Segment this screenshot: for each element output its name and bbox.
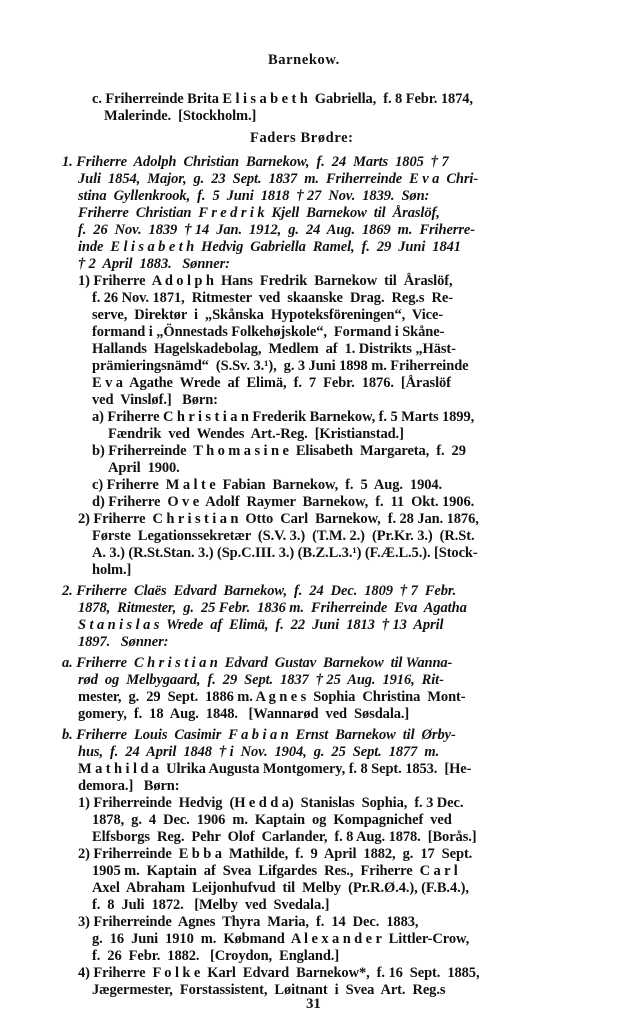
text-line: Malerinde. [Stockholm.] <box>104 108 257 124</box>
text-line: 2) Friherreinde E b b a Mathilde, f. 9 April 1882, g. 17 Sept. <box>78 846 473 862</box>
text-line: f. 26 Nov. 1839 † 14 Jan. 1912, g. 24 Aug. 1869 m. Friherre- <box>78 222 475 238</box>
text-line: f. 26 Febr. 1882. [Croydon, England.] <box>92 948 340 964</box>
text-line: b. Friherre Louis Casimir F a b i a n Ernst Barnekow til Ørby- <box>62 727 456 743</box>
text-line: formand i „Önnestads Folkehøjskole“, Formand i Skåne- <box>92 324 445 340</box>
text-line: f. 26 Nov. 1871, Ritmester ved skaanske Drag. Reg.s Re- <box>92 290 453 306</box>
text-line: b) Friherreinde T h o m a s i n e Elisabeth Margareta, f. 29 <box>92 443 466 459</box>
text-line: serve, Direktør i „Skånska Hypoteksföreningen“, Vice- <box>92 307 444 323</box>
text-line: M a t h i l d a Ulrika Augusta Montgomery, f. 8 Sept. 1853. [He- <box>78 761 472 777</box>
text-line: A. 3.) (R.St.Stan. 3.) (Sp.C.III. 3.) (B.Z.L.3.¹) (F.Æ.L.5.). [Stock- <box>92 545 478 561</box>
text-line: g. 16 Juni 1910 m. Købmand A l e x a n d e r Littler-Crow, <box>92 931 470 947</box>
text-line: Hallands Hagelskadebolag, Medlem af 1. Distrikts „Häst- <box>92 341 456 357</box>
text-line: † 2 April 1883. Sønner: <box>78 256 230 272</box>
text-line: rød og Melbygaard, f. 29 Sept. 1837 † 25 Aug. 1916, Rit- <box>78 672 444 688</box>
text-line: c) Friherre M a l t e Fabian Barnekow, f. 5 Aug. 1904. <box>92 477 443 493</box>
text-line: holm.] <box>92 562 132 578</box>
text-line: 1. Friherre Adolph Christian Barnekow, f. 24 Marts 1805 † 7 <box>62 154 449 170</box>
text-line: Juli 1854, Major, g. 23 Sept. 1837 m. Friherreinde E v a Chri- <box>78 171 479 187</box>
text-line: S t a n i s l a s Wrede af Elimä, f. 22 Juni 1813 † 13 April <box>78 617 444 633</box>
text-line: ved Vinsløf.] Børn: <box>92 392 218 408</box>
text-line: 1) Friherreinde Hedvig (H e d d a) Stanislas Sophia, f. 3 Dec. <box>78 795 464 811</box>
text-line: 1878, Ritmester, g. 25 Febr. 1836 m. Friherreinde Eva Agatha <box>78 600 467 616</box>
text-line: gomery, f. 18 Aug. 1848. [Wannarød ved Søsdala.] <box>78 706 410 722</box>
text-line: April 1900. <box>108 460 180 476</box>
text-line: inde E l i s a b e t h Hedvig Gabriella Ramel, f. 29 Juni 1841 <box>78 239 461 255</box>
text-line: a) Friherre C h r i s t i a n Frederik Barnekow, f. 5 Marts 1899, <box>92 409 475 425</box>
text-line: 3) Friherreinde Agnes Thyra Maria, f. 14 Dec. 1883, <box>78 914 419 930</box>
text-line: Axel Abraham Leijonhufvud til Melby (Pr.R.Ø.4.), (F.B.4.), <box>92 880 469 896</box>
text-line: stina Gyllenkrook, f. 5 Juni 1818 † 27 Nov. 1839. Søn: <box>78 188 430 204</box>
text-line: 1905 m. Kaptain af Svea Lifgardes Res., Friherre C a r l <box>92 863 458 879</box>
page-number: 31 <box>306 996 321 1012</box>
text-line: Fændrik ved Wendes Art.-Reg. [Kristianstad.] <box>108 426 404 442</box>
text-line: 1878, g. 4 Dec. 1906 m. Kaptain og Kompagnichef ved <box>92 812 452 828</box>
text-line: 2) Friherre C h r i s t i a n Otto Carl Barnekow, f. 28 Jan. 1876, <box>78 511 479 527</box>
text-line: 1) Friherre A d o l p h Hans Fredrik Barnekow til Åraslöf, <box>78 273 453 289</box>
text-line: c. Friherreinde Brita E l i s a b e t h Gabriella, f. 8 Febr. 1874, <box>92 91 473 107</box>
text-line: Elfsborgs Reg. Pehr Olof Carlander, f. 8 Aug. 1878. [Borås.] <box>92 829 477 845</box>
text-line: hus, f. 24 April 1848 † i Nov. 1904, g. 25 Sept. 1877 m. <box>78 744 440 760</box>
section-heading: Faders Brødre: <box>250 130 354 146</box>
text-line: 1897. Sønner: <box>78 634 169 650</box>
text-line: E v a Agathe Wrede af Elimä, f. 7 Febr. 1876. [Åraslöf <box>92 375 451 391</box>
text-line: f. 8 Juli 1872. [Melby ved Svedala.] <box>92 897 330 913</box>
text-line: 4) Friherre F o l k e Karl Edvard Barnekow*, f. 16 Sept. 1885, <box>78 965 480 981</box>
text-line: d) Friherre O v e Adolf Raymer Barnekow, f. 11 Okt. 1906. <box>92 494 475 510</box>
text-line: demora.] Børn: <box>78 778 180 794</box>
text-line: mester, g. 29 Sept. 1886 m. A g n e s Sophia Christina Mont- <box>78 689 466 705</box>
text-line: 2. Friherre Claës Edvard Barnekow, f. 24 Dec. 1809 † 7 Febr. <box>62 583 457 599</box>
text-line: Første Legationssekretær (S.V. 3.) (T.M. 2.) (Pr.Kr. 3.) (R.St. <box>92 528 475 544</box>
page-header: Barnekow. <box>268 52 340 68</box>
text-line: a. Friherre C h r i s t i a n Edvard Gustav Barnekow til Wanna- <box>62 655 453 671</box>
text-line: prämieringsnämd“ (S.Sv. 3.¹), g. 3 Juni 1898 m. Friherreinde <box>92 358 469 374</box>
text-line: Friherre Christian F r e d r i k Kjell Barnekow til Åraslöf, <box>78 205 440 221</box>
text-line: Jægermester, Forstassistent, Løitnant i Svea Art. Reg.s <box>92 982 446 998</box>
